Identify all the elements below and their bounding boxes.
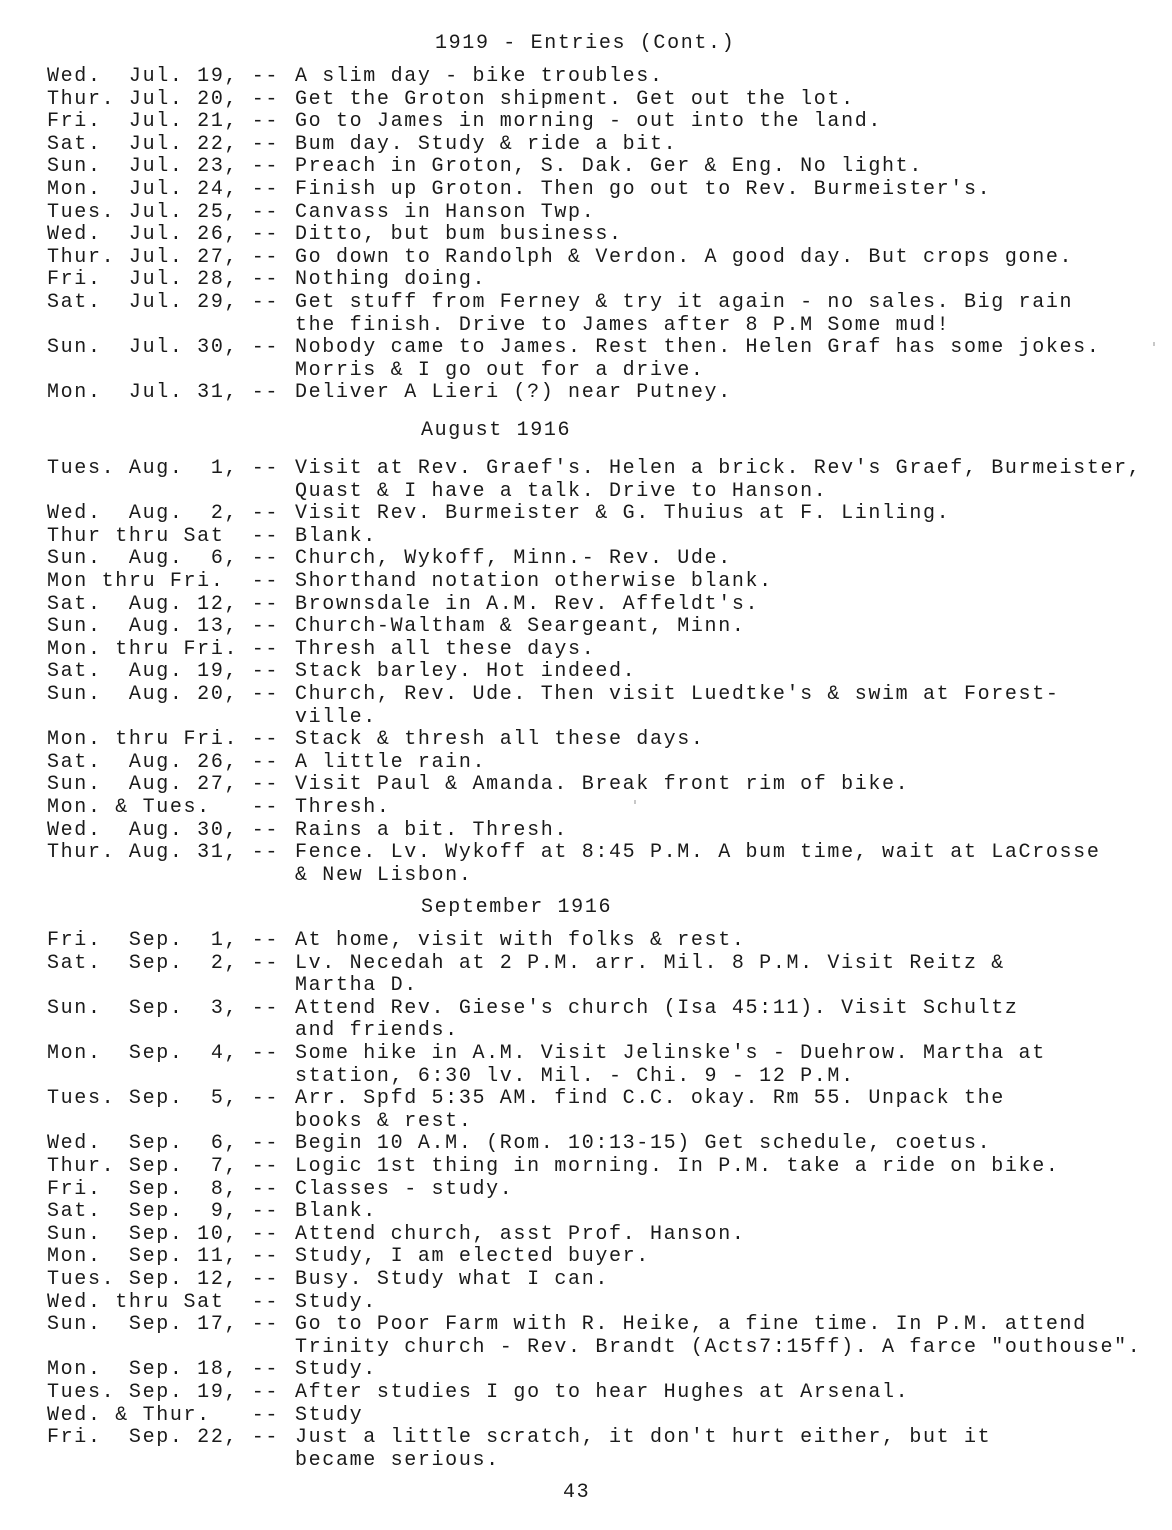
entry-date: Mon. Jul. 24, -- bbox=[47, 178, 280, 201]
entry-text: After studies I go to hear Hughes at Arsenal. bbox=[295, 1381, 910, 1404]
entry-text: Finish up Groton. Then go out to Rev. Burmeister's. bbox=[295, 178, 992, 201]
entry-text-continuation: Quast & I have a talk. Drive to Hanson. bbox=[295, 479, 828, 503]
entry-text: Attend church, asst Prof. Hanson. bbox=[295, 1222, 746, 1246]
entry-date: Fri. Sep. 22, -- bbox=[47, 1426, 280, 1450]
entry-text: Lv. Necedah at 2 P.M. arr. Mil. 8 P.M. Visit Reitz & bbox=[295, 951, 1005, 975]
entry-text: Study bbox=[295, 1403, 364, 1427]
entry-text: Get the Groton shipment. Get out the lot. bbox=[295, 87, 855, 111]
entry-text: Attend Rev. Giese's church (Isa 45:11). Visit Schultz bbox=[295, 996, 1019, 1020]
entry-text: Visit Paul & Amanda. Break front rim of bike. bbox=[295, 773, 910, 797]
entry-text: Church, Wykoff, Minn.- Rev. Ude. bbox=[295, 547, 732, 571]
entry-text: Rains a bit. Thresh. bbox=[295, 818, 569, 842]
entry-date: Mon. Sep. 11, -- bbox=[47, 1245, 280, 1269]
entry-date: Wed. Jul. 26, -- bbox=[47, 223, 280, 247]
entry-text: Brownsdale in A.M. Rev. Affeldt's. bbox=[295, 592, 760, 616]
entry-text: Study. bbox=[295, 1358, 377, 1382]
entry-date: Mon. thru Fri. -- bbox=[47, 637, 280, 661]
entry-date: Sat. Jul. 22, -- bbox=[47, 132, 280, 156]
page-number: 43 bbox=[563, 1481, 591, 1504]
entry-text: Stack & thresh all these days. bbox=[295, 728, 705, 752]
entry-date: Tues. Aug. 1, -- bbox=[47, 457, 280, 480]
entry-text: Visit Rev. Burmeister & G. Thuius at F. Linling. bbox=[295, 502, 951, 526]
entry-text: Shorthand notation otherwise blank. bbox=[295, 570, 773, 593]
page-title: 1919 - Entries (Cont.) bbox=[435, 32, 736, 55]
entry-date: Sun. Aug. 20, -- bbox=[47, 683, 280, 706]
entry-text: Arr. Spfd 5:35 AM. find C.C. okay. Rm 55. Unpack the bbox=[295, 1087, 1005, 1111]
scan-speck bbox=[634, 800, 636, 804]
entry-text: Bum day. Study & ride a bit. bbox=[295, 132, 678, 156]
entry-date: Sat. Jul. 29, -- bbox=[47, 291, 280, 314]
entry-text: Preach in Groton, S. Dak. Ger & Eng. No light. bbox=[295, 155, 923, 179]
entry-text-continuation: and friends. bbox=[295, 1019, 459, 1043]
entry-date: Mon. Sep. 18, -- bbox=[47, 1358, 280, 1382]
entry-text-continuation: Trinity church - Rev. Brandt (Acts7:15ff). A farce "outhouse". bbox=[295, 1335, 1142, 1359]
entry-text: Study, I am elected buyer. bbox=[295, 1245, 650, 1269]
entry-date: Fri. Sep. 8, -- bbox=[47, 1177, 280, 1201]
entry-text: Nothing doing. bbox=[295, 268, 487, 292]
entry-text-continuation: Morris & I go out for a drive. bbox=[295, 358, 705, 382]
entry-text: Ditto, but bum business. bbox=[295, 223, 623, 247]
entry-text: Some hike in A.M. Visit Jelinske's - Duehrow. Martha at bbox=[295, 1042, 1046, 1065]
entry-date: Sun. Sep. 17, -- bbox=[47, 1313, 280, 1337]
entry-date: Sun. Aug. 27, -- bbox=[47, 773, 280, 797]
entry-text: Fence. Lv. Wykoff at 8:45 P.M. A bum time, wait at LaCrosse bbox=[295, 841, 1101, 865]
entry-date: Wed. thru Sat -- bbox=[47, 1290, 280, 1314]
entry-text: Thresh all these days. bbox=[295, 637, 596, 661]
entry-date: Sun. Sep. 3, -- bbox=[47, 996, 280, 1020]
entry-text: Go to Poor Farm with R. Heike, a fine time. In P.M. attend bbox=[295, 1313, 1087, 1337]
entry-date: Thur. Sep. 7, -- bbox=[47, 1155, 280, 1178]
entry-text: At home, visit with folks & rest. bbox=[295, 929, 746, 952]
entry-date: Wed. Jul. 19, -- bbox=[47, 65, 280, 88]
entry-date: Wed. & Thur. -- bbox=[47, 1403, 280, 1427]
entry-text: Thresh. bbox=[295, 796, 391, 819]
entry-date: Fri. Jul. 28, -- bbox=[47, 268, 280, 292]
entry-date: Mon thru Fri. -- bbox=[47, 570, 280, 593]
entry-date: Sun. Sep. 10, -- bbox=[47, 1222, 280, 1246]
entry-text: Deliver A Lieri (?) near Putney. bbox=[295, 381, 732, 405]
entry-text: Logic 1st thing in morning. In P.M. take a ride on bike. bbox=[295, 1155, 1060, 1178]
entry-date: Sat. Sep. 2, -- bbox=[47, 951, 280, 975]
entry-date: Wed. Aug. 30, -- bbox=[47, 818, 280, 842]
entry-date: Thur. Jul. 27, -- bbox=[47, 245, 280, 269]
entry-text: Go down to Randolph & Verdon. A good day. But crops gone. bbox=[295, 245, 1074, 269]
entry-date: Sat. Aug. 19, -- bbox=[47, 660, 280, 684]
entry-text: A little rain. bbox=[295, 750, 487, 774]
entry-text: A slim day - bike troubles. bbox=[295, 65, 664, 88]
entry-date: Mon. thru Fri. -- bbox=[47, 728, 280, 752]
entry-date: Thur thru Sat -- bbox=[47, 524, 280, 548]
entry-date: Tues. Jul. 25, -- bbox=[47, 200, 280, 224]
entry-text-continuation: ville. bbox=[295, 705, 377, 729]
entry-date: Thur. Jul. 20, -- bbox=[47, 87, 280, 111]
entry-text: Nobody came to James. Rest then. Helen Graf has some jokes. bbox=[295, 336, 1101, 360]
entry-text: Classes - study. bbox=[295, 1177, 514, 1201]
entry-date: Sat. Aug. 12, -- bbox=[47, 592, 280, 616]
entry-date: Fri. Jul. 21, -- bbox=[47, 110, 280, 134]
entry-text: Just a little scratch, it don't hurt either, but it bbox=[295, 1426, 992, 1450]
entry-date: Wed. Sep. 6, -- bbox=[47, 1132, 280, 1156]
entry-date: Mon. Jul. 31, -- bbox=[47, 381, 280, 405]
entry-text: Busy. Study what I can. bbox=[295, 1268, 609, 1291]
entry-date: Tues. Sep. 5, -- bbox=[47, 1087, 280, 1111]
entry-date: Sun. Jul. 23, -- bbox=[47, 155, 280, 179]
entry-text: Study. bbox=[295, 1290, 377, 1314]
entry-text-continuation: became serious. bbox=[295, 1448, 500, 1472]
entry-text: Church, Rev. Ude. Then visit Luedtke's & swim at Forest- bbox=[295, 683, 1060, 706]
entry-text-continuation: books & rest. bbox=[295, 1109, 473, 1133]
entry-text: Canvass in Hanson Twp. bbox=[295, 200, 596, 224]
entry-date: Tues. Sep. 12, -- bbox=[47, 1268, 280, 1291]
entry-text-continuation: the finish. Drive to James after 8 P.M Some mud! bbox=[295, 313, 951, 337]
entry-date: Thur. Aug. 31, -- bbox=[47, 841, 280, 865]
scan-speck bbox=[1153, 342, 1155, 346]
section-heading: August 1916 bbox=[421, 419, 572, 442]
entry-date: Fri. Sep. 1, -- bbox=[47, 929, 280, 952]
entry-date: Tues. Sep. 19, -- bbox=[47, 1381, 280, 1404]
entry-text: Get stuff from Ferney & try it again - no sales. Big rain bbox=[295, 291, 1074, 314]
entry-date: Sat. Sep. 9, -- bbox=[47, 1200, 280, 1224]
entry-date: Mon. Sep. 4, -- bbox=[47, 1042, 280, 1065]
section-heading: September 1916 bbox=[421, 896, 613, 919]
entry-text: Stack barley. Hot indeed. bbox=[295, 660, 637, 684]
entry-text-continuation: station, 6:30 lv. Mil. - Chi. 9 - 12 P.M. bbox=[295, 1064, 855, 1088]
entry-date: Sun. Jul. 30, -- bbox=[47, 336, 280, 360]
entry-text: Visit at Rev. Graef's. Helen a brick. Rev's Graef, Burmeister, bbox=[295, 457, 1142, 480]
entry-text: Blank. bbox=[295, 524, 377, 548]
entry-text-continuation: & New Lisbon. bbox=[295, 863, 473, 887]
entry-text: Blank. bbox=[295, 1200, 377, 1224]
entry-text: Begin 10 A.M. (Rom. 10:13-15) Get schedule, coetus. bbox=[295, 1132, 992, 1156]
entry-text: Church-Waltham & Seargeant, Minn. bbox=[295, 615, 746, 639]
entry-date: Sun. Aug. 13, -- bbox=[47, 615, 280, 639]
entry-text: Go to James in morning - out into the land. bbox=[295, 110, 883, 134]
entry-date: Wed. Aug. 2, -- bbox=[47, 502, 280, 526]
entry-date: Sat. Aug. 26, -- bbox=[47, 750, 280, 774]
entry-text-continuation: Martha D. bbox=[295, 974, 418, 998]
entry-date: Sun. Aug. 6, -- bbox=[47, 547, 280, 571]
entry-date: Mon. & Tues. -- bbox=[47, 796, 280, 819]
